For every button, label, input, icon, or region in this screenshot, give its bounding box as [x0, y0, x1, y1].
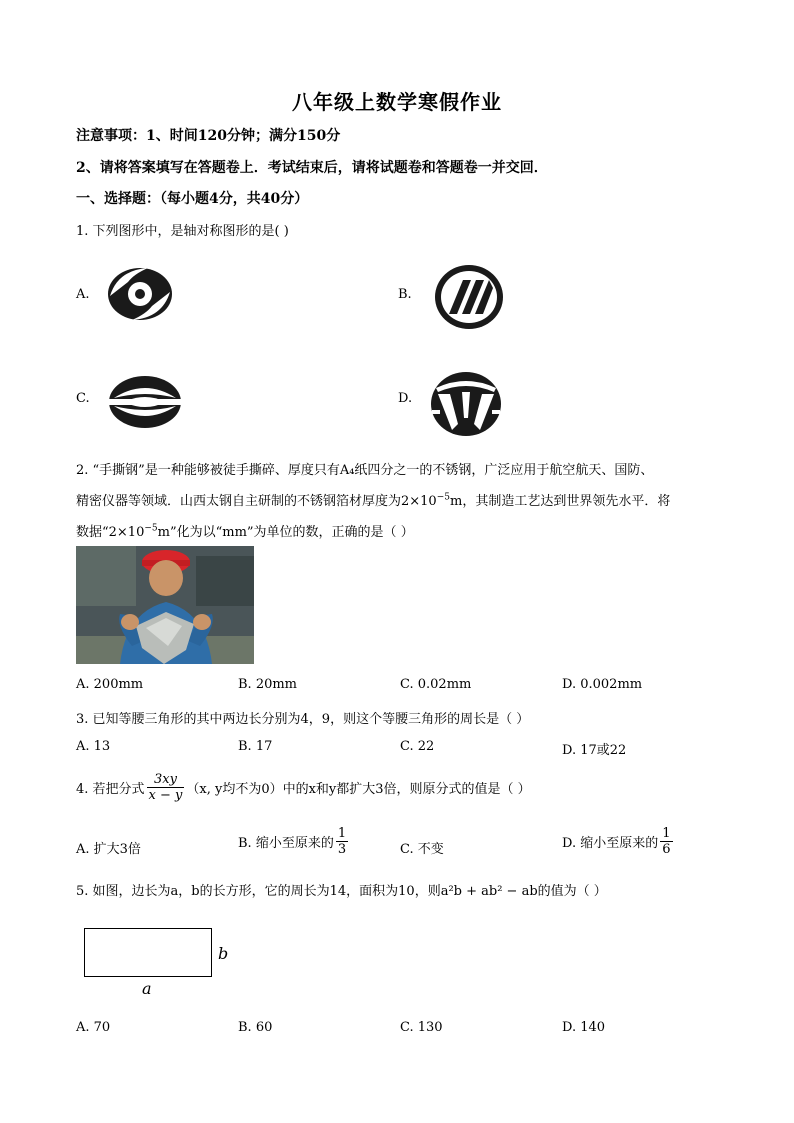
q1-option-d-label: D. [398, 391, 413, 406]
q4-option-d-text: D. 缩小至原来的 [562, 836, 659, 851]
q2-option-d: D. 0.002mm [562, 677, 643, 692]
q1-option-d-logo-icon [428, 370, 504, 438]
q3-option-c: C. 22 [400, 739, 435, 754]
q1-option-b-logo-icon [432, 262, 506, 332]
q2-line-2-text-b: m，其制造工艺达到世界领先水平．将 [450, 494, 671, 509]
q3-option-d: D. 17或22 [562, 743, 627, 758]
q1-option-a-label: A. [76, 287, 90, 302]
q5-option-c: C. 130 [400, 1020, 443, 1035]
q4-option-b-fraction [336, 826, 348, 857]
q4-option-b-text: B. 缩小至原来的 [238, 836, 334, 851]
q4-suffix: （x, y均不为0）中的x和y都扩大3倍，则原分式的值是（ ） [186, 782, 531, 797]
q2-line-3-text-a: 数据“2×10 [76, 525, 145, 540]
q2-option-a: A. 200mm [76, 677, 144, 692]
q5-rectangle-figure [84, 928, 212, 977]
q1-option-c-label: C. [76, 391, 90, 406]
q5-option-a: A. 70 [76, 1020, 111, 1035]
q4-option-d-fraction [660, 826, 672, 857]
q4-option-d-numerator: 1 [662, 826, 671, 841]
q1-option-b-label: B. [398, 287, 412, 302]
q2-line-2 [76, 490, 670, 509]
q2-line-3 [76, 521, 414, 540]
q4-option-b-denominator: 3 [337, 842, 347, 857]
q2-line-1: 2. “手撕钢”是一种能够被徒手撕碎、厚度只有A₄纸四分之一的不锈钢，广泛应用于航空航天、国防、 [76, 463, 654, 478]
q5-label-a: a [142, 979, 152, 998]
q2-option-c: C. 0.02mm [400, 677, 472, 692]
q3-option-a: A. 13 [76, 739, 111, 754]
q2-line-2-exponent: −5 [436, 492, 450, 503]
page-title: 八年级上数学寒假作业 [292, 90, 502, 114]
q4-fraction-denominator: x − y [148, 788, 183, 803]
q2-line-3-exponent: −5 [144, 523, 158, 534]
q2-option-b: B. 20mm [238, 677, 298, 692]
q1-option-c-logo-icon [106, 374, 184, 430]
q2-line-2-text-a: 精密仪器等领域．山西太钢自主研制的不锈钢箔材厚度为2×10 [76, 494, 437, 509]
q4-prefix: 4. 若把分式 [76, 782, 145, 797]
q4-option-b-numerator: 1 [337, 826, 347, 841]
q4-option-b [238, 826, 350, 857]
q2-line-3-text-b: m”化为以“mm”为单位的数，正确的是（ ） [157, 525, 414, 540]
q4-option-d-denominator: 6 [662, 842, 671, 857]
q5-option-b: B. 60 [238, 1020, 273, 1035]
q1-stem: 1. 下列图形中，是轴对称图形的是( ) [76, 224, 289, 239]
q4-option-c: C. 不变 [400, 842, 444, 857]
q5-option-d: D. 140 [562, 1020, 606, 1035]
q3-stem: 3. 已知等腰三角形的其中两边长分别为4，9，则这个等腰三角形的周长是（ ） [76, 712, 530, 727]
notice-line-2: 2、请将答案填写在答题卷上．考试结束后，请将试题卷和答题卷一并交回． [76, 160, 548, 176]
q4-fraction [147, 772, 185, 803]
q4-option-a: A. 扩大3倍 [76, 842, 141, 857]
q4-option-d [562, 826, 675, 857]
q1-option-a-logo-icon [104, 262, 176, 326]
notice-line-1: 注意事项：1、时间120分钟；满分150分 [76, 128, 341, 144]
section-heading: 一、选择题：（每小题4分，共40分） [76, 191, 309, 207]
q5-stem: 5. 如图，边长为a，b的长方形，它的周长为14，面积为10，则a²b + ab² − ab的值为（ ） [76, 884, 607, 899]
q5-label-b: b [218, 944, 229, 963]
q3-option-b: B. 17 [238, 739, 273, 754]
q4-stem [76, 772, 531, 803]
q4-fraction-numerator: 3xy [147, 772, 185, 788]
q2-photo-worker-steel [76, 546, 254, 664]
